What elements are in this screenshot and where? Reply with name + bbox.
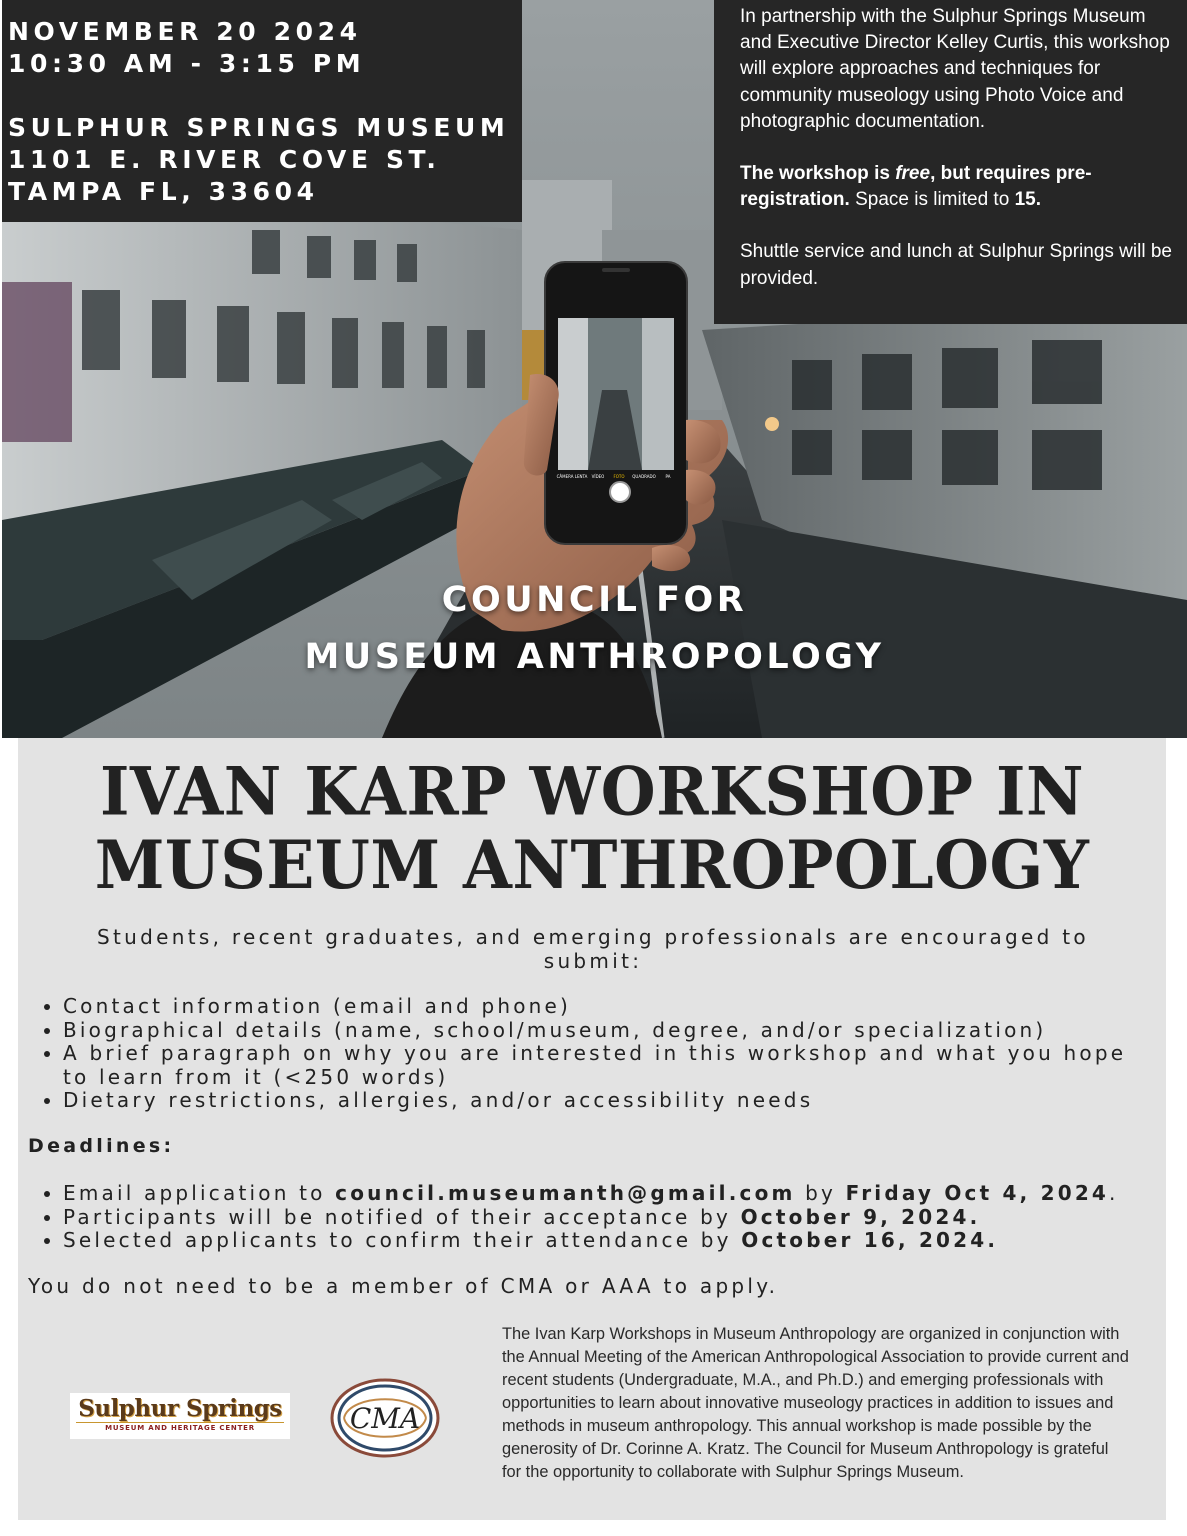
phone-mode-label: CÂMERA LENTA	[556, 474, 588, 479]
requirements-list	[44, 995, 1153, 1113]
membership-note: You do not need to be a member of CMA or AAA to apply.	[28, 1274, 779, 1298]
svg-text:CMA: CMA	[349, 1402, 421, 1435]
workshop-info-section	[18, 738, 1166, 1520]
org-name-line1: COUNCIL FOR	[441, 580, 748, 620]
cma-logo	[330, 1378, 440, 1458]
phone-mode-label: QUADRADO	[632, 474, 656, 479]
deadlines-list	[44, 1182, 1163, 1253]
deadline-notify-item: • Participants will be notified of their acceptance by October 9, 2024.	[63, 1206, 1163, 1230]
list-item: • Biographical details (name, school/museum, degree, and/or specialization)	[63, 1019, 1153, 1043]
email-link[interactable]: council.museumanth@gmail.com	[335, 1181, 796, 1205]
event-city: TAMPA FL, 33604	[8, 177, 319, 206]
workshop-details-box	[714, 0, 1187, 324]
event-info-box	[2, 0, 522, 222]
event-date: NOVEMBER 20 2024	[8, 17, 362, 46]
deadlines-heading: Deadlines:	[28, 1135, 175, 1157]
org-name-line2: MUSEUM ANTHROPOLOGY	[304, 637, 885, 677]
event-venue: SULPHUR SPRINGS MUSEUM	[8, 113, 510, 142]
sulphur-springs-logo: Sulphur Springs MUSEUM AND HERITAGE CENTER	[70, 1393, 290, 1439]
intro-text: Students, recent graduates, and emerging professionals are encouraged to submit:	[97, 925, 1089, 973]
shuttle-text: Shuttle service and lunch at Sulphur Springs will be provided.	[740, 241, 1172, 289]
partnership-text: In partnership with the Sulphur Springs Museum and Executive Director Kelley Curtis, this workshop will explore approaches and techniques for community museology using Photo Voice and photographic documentation.	[740, 6, 1170, 132]
phone-mode-label: VÍDEO	[591, 474, 605, 479]
deadline-email-item: • Email application to council.museumanth@gmail.com by Friday Oct 4, 2024.	[63, 1182, 1163, 1206]
event-time: 10:30 AM - 3:15 PM	[8, 49, 366, 78]
list-item: • Contact information (email and phone)	[63, 995, 1153, 1019]
hero-photo	[2, 0, 1187, 738]
list-item: • Dietary restrictions, allergies, and/or accessibility needs	[63, 1089, 1153, 1113]
page-title: IVAN KARP WORKSHOP IN MUSEUM ANTHROPOLOGY	[94, 752, 1090, 904]
phone-mode-label: FOTO	[613, 474, 625, 479]
phone-mode-label: PA	[665, 474, 671, 479]
registration-text: The workshop is free, but requires pre-registration. Space is limited to 15.	[740, 163, 1092, 211]
about-workshop-text: The Ivan Karp Workshops in Museum Anthropology are organized in conjunction with the Annual Meeting of the American Anthropological Association to provide current and recent students (Undergraduate, M.A., and Ph.D.) and emerging professionals with opportunities to learn about innovative museology practices in addition to issues and methods in museum anthropology. This annual workshop is made possible by the generosity of Dr. Corinne A. Kratz. The Council for Museum Anthropology is grateful for the opportunity to collaborate with Sulphur Springs Museum.	[502, 1325, 1129, 1481]
list-item: • A brief paragraph on why you are interested in this workshop and what you hope to learn from it (<250 words)	[63, 1042, 1153, 1089]
event-street: 1101 E. RIVER COVE ST.	[8, 145, 441, 174]
deadline-confirm-item: • Selected applicants to confirm their attendance by October 16, 2024.	[63, 1229, 1163, 1253]
